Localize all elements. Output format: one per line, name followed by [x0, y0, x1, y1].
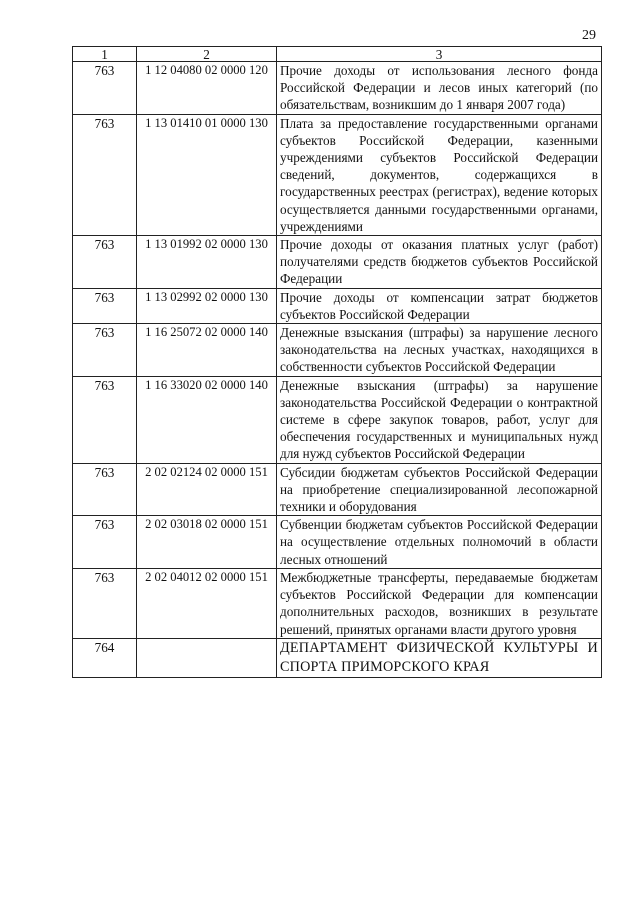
revenue-code-cell: 1 16 25072 02 0000 140 [137, 324, 277, 377]
revenue-code-cell: 1 16 33020 02 0000 140 [137, 376, 277, 463]
admin-code-cell: 763 [73, 62, 137, 115]
revenue-code-cell: 1 13 01410 01 0000 130 [137, 114, 277, 235]
page-number: 29 [582, 28, 596, 43]
revenue-name-cell: Субсидии бюджетам субъектов Российской Федерации на приобретение специализированной лесопожарной техники и оборудования [277, 463, 602, 516]
revenue-code-cell: 1 13 02992 02 0000 130 [137, 288, 277, 323]
table-row [73, 236, 602, 289]
revenue-name-cell: Прочие доходы от использования лесного фонда Российской Федерации и лесов иных категорий (по обязательствам, возникшим до 1 января 2007 года) [277, 62, 602, 115]
table-row [73, 516, 602, 569]
admin-code-cell: 763 [73, 376, 137, 463]
admin-code-cell: 763 [73, 463, 137, 516]
column-header-code: 2 [137, 47, 277, 62]
revenue-name-cell: Денежные взыскания (штрафы) за нарушение лесного законодательства на лесных участках, находящихся в собственности субъектов Российской Федерации [277, 324, 602, 377]
revenue-code-cell: 2 02 04012 02 0000 151 [137, 568, 277, 638]
revenue-name-cell: Межбюджетные трансферты, передаваемые бюджетам субъектов Российской Федерации для компенсации дополнительных расходов, возникших в результате решений, принятых органами власти другого уровня [277, 568, 602, 638]
admin-code-cell: 763 [73, 288, 137, 323]
table-row [73, 114, 602, 235]
revenue-code-cell: 1 12 04080 02 0000 120 [137, 62, 277, 115]
admin-code-cell: 763 [73, 236, 137, 289]
department-name-cell: ДЕПАРТАМЕНТ ФИЗИЧЕСКОЙ КУЛЬТУРЫ И СПОРТА ПРИМОРСКОГО КРАЯ [277, 638, 602, 677]
table-row [73, 568, 602, 638]
admin-code-cell: 763 [73, 568, 137, 638]
revenue-code-cell: 2 02 02124 02 0000 151 [137, 463, 277, 516]
column-header-name: 3 [277, 47, 602, 62]
revenue-code-cell: 2 02 03018 02 0000 151 [137, 516, 277, 569]
revenue-code-cell: 1 13 01992 02 0000 130 [137, 236, 277, 289]
table-row [73, 288, 602, 323]
admin-code-cell: 763 [73, 324, 137, 377]
table-row [73, 376, 602, 463]
revenue-name-cell: Прочие доходы от компенсации затрат бюджетов субъектов Российской Федерации [277, 288, 602, 323]
column-header-admin: 1 [73, 47, 137, 62]
admin-code-cell: 763 [73, 114, 137, 235]
admin-code-cell: 764 [73, 638, 137, 677]
table-row [73, 638, 602, 677]
table-header-row [73, 47, 602, 62]
revenue-code-cell [137, 638, 277, 677]
table-row [73, 324, 602, 377]
table-row [73, 463, 602, 516]
revenue-name-cell: Денежные взыскания (штрафы) за нарушение законодательства Российской Федерации о контрактной системе в сфере закупок товаров, работ, услуг для обеспечения государственных и муниципальных нужд для нужд субъектов Российской Федерации [277, 376, 602, 463]
revenue-codes-table [72, 46, 602, 678]
revenue-name-cell: Субвенции бюджетам субъектов Российской Федерации на осуществление отдельных полномочий в области лесных отношений [277, 516, 602, 569]
admin-code-cell: 763 [73, 516, 137, 569]
revenue-name-cell: Прочие доходы от оказания платных услуг (работ) получателями средств бюджетов субъектов Российской Федерации [277, 236, 602, 289]
table-row [73, 62, 602, 115]
revenue-name-cell: Плата за предоставление государственными органами субъектов Российской Федерации, казенными учреждениями субъектов Российской Федерации сведений, документов, содержащихся в государственных реестрах (регистрах), ведение которых осуществляется данными государственными органами, учреждениями [277, 114, 602, 235]
